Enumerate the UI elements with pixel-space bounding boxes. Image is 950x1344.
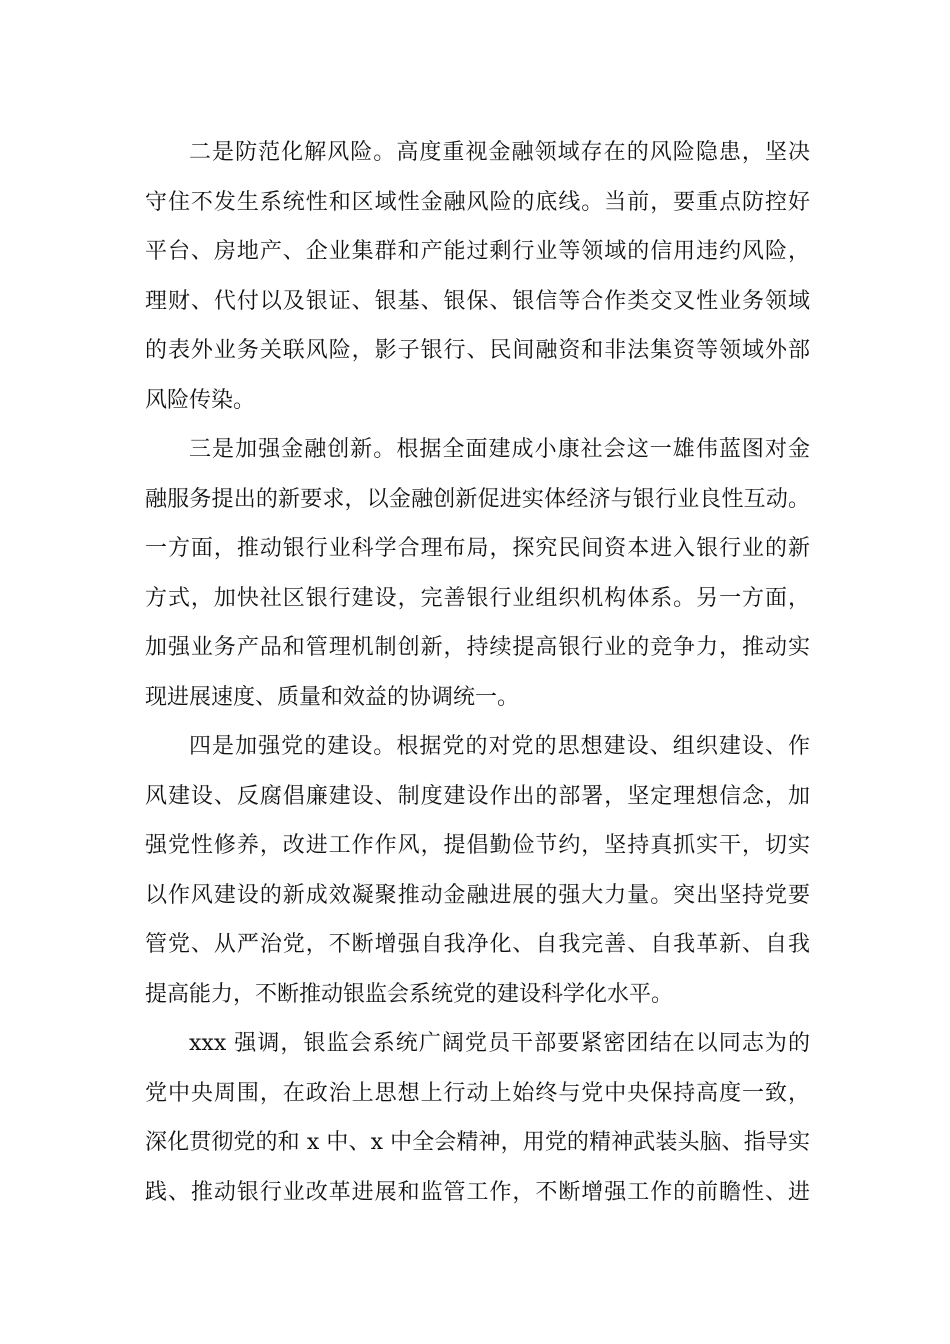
paragraph-line: 四是加强党的建设。根据党的对党的思想建设、组织建设、作 bbox=[189, 734, 810, 759]
paragraph-line: 三是加强金融创新。根据全面建成小康社会这一雄伟蓝图对金 bbox=[189, 437, 810, 462]
paragraph-line: 践、推动银行业改革进展和监管工作，不断增强工作的前瞻性、进 bbox=[145, 1179, 810, 1205]
paragraph-line: 现进展速度、质量和效益的协调统一。 bbox=[145, 684, 520, 710]
paragraph-line: 风建设、反腐倡廉建设、制度建设作出的部署，坚定理想信念，加 bbox=[145, 783, 810, 809]
body-text bbox=[145, 128, 810, 1217]
paragraph-line: 一方面，推动银行业科学合理布局，探究民间资本进入银行业的新 bbox=[145, 536, 810, 561]
paragraph-line: 守住不发生系统性和区域性金融风险的底线。当前，要重点防控好 bbox=[145, 189, 810, 215]
paragraph-line: 平台、房地产、企业集群和产能过剩行业等领域的信用违约风险， bbox=[145, 239, 810, 264]
paragraph-line: 理财、代付以及银证、银基、银保、银信等合作类交叉性业务领域 bbox=[145, 288, 810, 314]
paragraph-line: 深化贯彻党的和 x 中、x 中全会精神，用党的精神武装头脑、指导实 bbox=[145, 1130, 810, 1155]
paragraph-line: 以作风建设的新成效凝聚推动金融进展的强大力量。突出坚持党要 bbox=[145, 882, 810, 908]
paragraph-line: 融服务提出的新要求，以金融创新促进实体经济与银行业良性互动。 bbox=[145, 486, 810, 512]
paragraph-line: 加强业务产品和管理机制创新，持续提高银行业的竞争力，推动实 bbox=[145, 635, 810, 660]
paragraph-line: 党中央周围，在政治上思想上行动上始终与党中央保持高度一致， bbox=[145, 1080, 810, 1106]
paragraph-line: 强党性修养，改进工作作风，提倡勤俭节约，坚持真抓实干，切实 bbox=[145, 833, 810, 858]
paragraph-line: 管党、从严治党，不断增强自我净化、自我完善、自我革新、自我 bbox=[145, 932, 810, 957]
paragraph-line: 的表外业务关联风险，影子银行、民间融资和非法集资等领域外部 bbox=[145, 338, 810, 363]
paragraph-line: 风险传染。 bbox=[145, 387, 256, 413]
paragraph-line: xxx 强调，银监会系统广阔党员干部要紧密团结在以同志为的 bbox=[189, 1031, 810, 1056]
paragraph-line: 提高能力，不断推动银监会系统党的建设科学化水平。 bbox=[145, 981, 674, 1007]
paragraph-line: 二是防范化解风险。高度重视金融领域存在的风险隐患，坚决 bbox=[189, 140, 810, 165]
paragraph-line: 方式，加快社区银行建设，完善银行业组织机构体系。另一方面， bbox=[145, 585, 810, 611]
